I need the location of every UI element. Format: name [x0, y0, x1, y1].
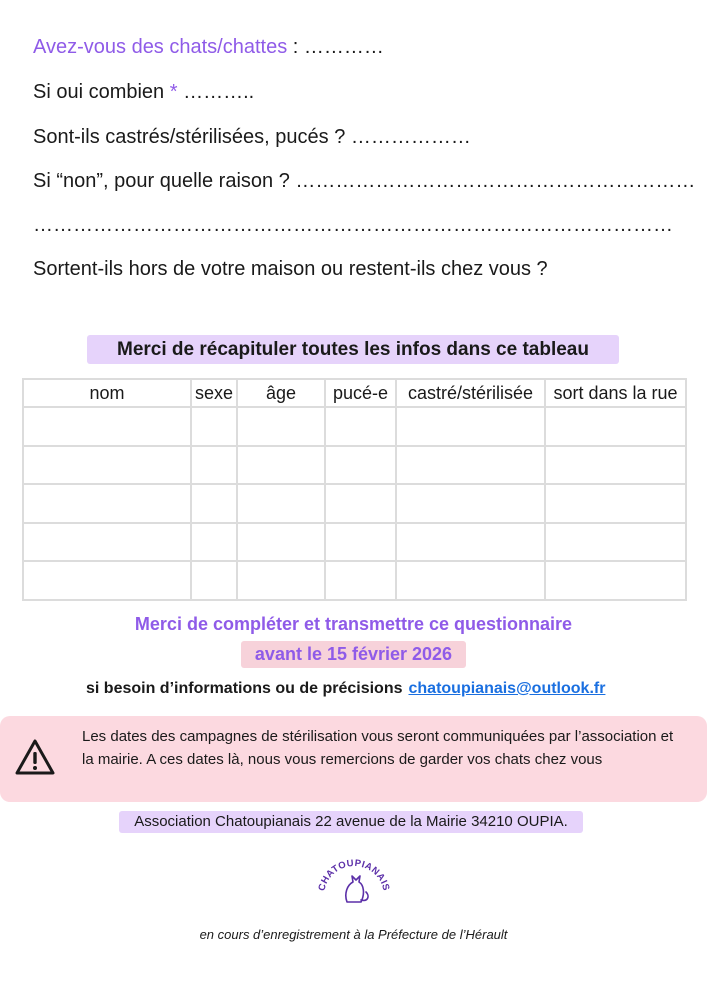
- table-row: [23, 407, 686, 446]
- column-header-age: âge: [237, 379, 325, 407]
- warning-icon: [14, 737, 56, 779]
- column-header-outdoor: sort dans la rue: [545, 379, 686, 407]
- deadline-badge: avant le 15 février 2026: [241, 641, 466, 668]
- table-cell[interactable]: [191, 561, 237, 600]
- required-asterisk: *: [169, 81, 178, 103]
- question-sterilized: Sont-ils castrés/stérilisées, pucés ? ………………: [33, 126, 471, 148]
- table-cell[interactable]: [191, 523, 237, 562]
- contact-info-text: si besoin d’informations ou de précisions: [86, 680, 403, 697]
- table-cell[interactable]: [325, 446, 396, 485]
- table-cell[interactable]: [396, 446, 545, 485]
- table-header-row: [23, 379, 686, 407]
- table-cell[interactable]: [23, 484, 191, 523]
- table-cell[interactable]: [396, 523, 545, 562]
- table-cell[interactable]: [325, 523, 396, 562]
- question-how-many: [33, 79, 254, 105]
- question-how-many-answer-line: ………..: [177, 81, 255, 103]
- contact-line: [86, 677, 605, 701]
- question-reason: Si “non”, pour quelle raison ? ……………………………………………………: [33, 170, 696, 192]
- email-link[interactable]: chatoupianais@outlook.fr: [408, 680, 606, 697]
- table-cell[interactable]: [237, 407, 325, 446]
- table-cell[interactable]: [325, 484, 396, 523]
- column-header-chipped: pucé-e: [325, 379, 396, 407]
- table-cell[interactable]: [191, 407, 237, 446]
- table-cell[interactable]: [325, 407, 396, 446]
- table-cell[interactable]: [237, 484, 325, 523]
- notice-box: [0, 716, 707, 802]
- table-cell[interactable]: [545, 446, 686, 485]
- svg-text:CHATOUPIANAIS: [316, 858, 391, 892]
- column-header-name: nom: [23, 379, 191, 407]
- column-header-sex: sexe: [191, 379, 237, 407]
- table-row: [23, 561, 686, 600]
- question-how-many-label: Si oui combien: [33, 81, 170, 103]
- table-cell[interactable]: [325, 561, 396, 600]
- table-cell[interactable]: [545, 523, 686, 562]
- table-cell[interactable]: [23, 407, 191, 446]
- question-cats: [33, 34, 384, 60]
- table-cell[interactable]: [23, 446, 191, 485]
- question-cats-answer-line: : …………: [287, 36, 384, 58]
- table-cell[interactable]: [237, 523, 325, 562]
- question-outdoor: Sortent-ils hors de votre maison ou restent-ils chez vous ?: [33, 258, 548, 280]
- table-row: [23, 446, 686, 485]
- table-cell[interactable]: [545, 407, 686, 446]
- recap-table: [22, 378, 687, 601]
- table-cell[interactable]: [237, 446, 325, 485]
- logo-text: CHATOUPIANAIS: [316, 857, 392, 893]
- table-row: [23, 523, 686, 562]
- question-reason-line-2: ……………………………………………………………………………………: [33, 214, 673, 236]
- column-header-sterilized: castré/stérilisée: [396, 379, 545, 407]
- table-cell[interactable]: [396, 484, 545, 523]
- table-cell[interactable]: [191, 484, 237, 523]
- table-cell[interactable]: [191, 446, 237, 485]
- table-cell[interactable]: [23, 523, 191, 562]
- table-cell[interactable]: [396, 407, 545, 446]
- association-address: Association Chatoupianais 22 avenue de la Mairie 34210 OUPIA.: [119, 811, 583, 833]
- notice-text: Les dates des campagnes de stérilisation vous seront communiquées par l’association et la mairie. A ces dates là, nous vous remercions de garder vos chats chez vous: [82, 728, 674, 768]
- question-cats-label: Avez-vous des chats/chattes: [33, 36, 288, 58]
- table-cell[interactable]: [545, 561, 686, 600]
- thanks-message: Merci de compléter et transmettre ce questionnaire: [134, 614, 573, 634]
- cat-logo-icon: [314, 852, 394, 908]
- table-cell[interactable]: [237, 561, 325, 600]
- table-cell[interactable]: [23, 561, 191, 600]
- table-cell[interactable]: [396, 561, 545, 600]
- footer-note: en cours d’enregistrement à la Préfecture de l’Hérault: [199, 927, 508, 942]
- table-cell[interactable]: [545, 484, 686, 523]
- recap-title: Merci de récapituler toutes les infos dans ce tableau: [87, 335, 619, 364]
- table-row: [23, 484, 686, 523]
